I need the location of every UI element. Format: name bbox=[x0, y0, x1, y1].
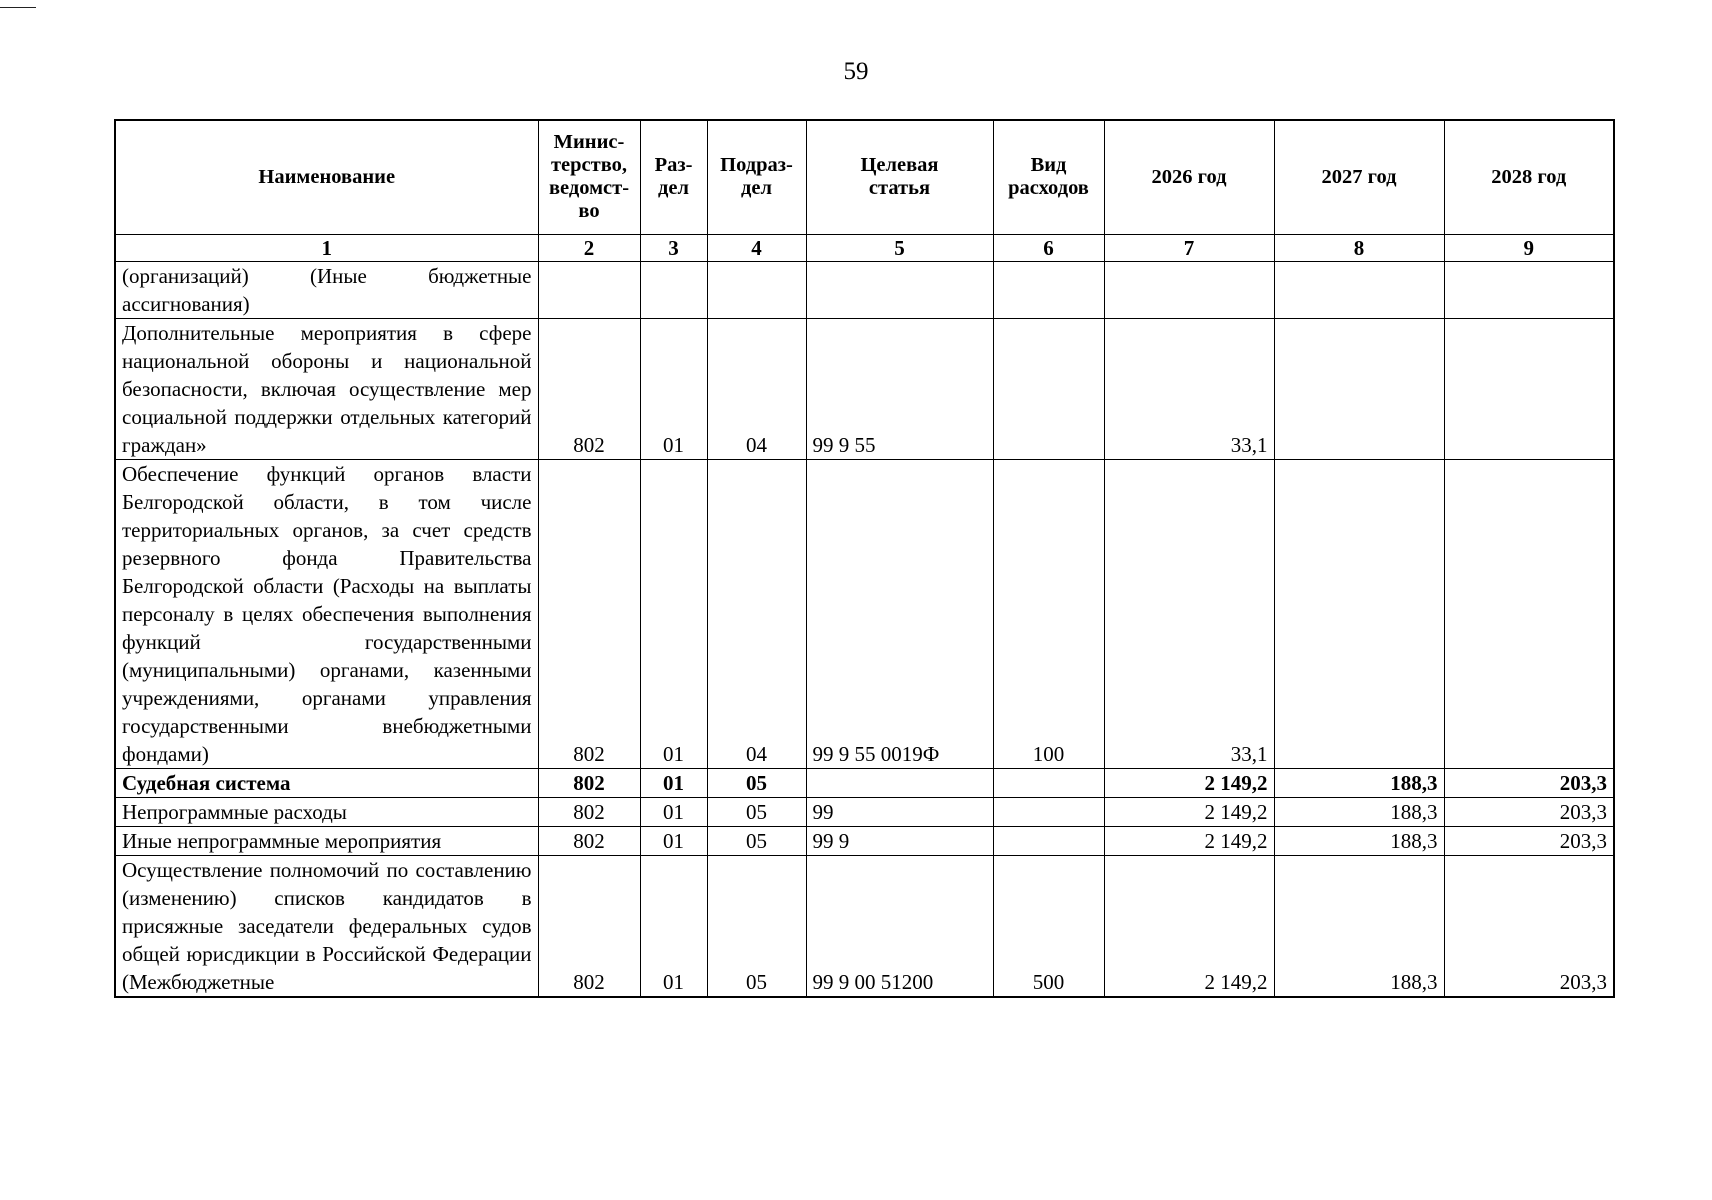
header-ministry: Минис- терство, ведомст- во bbox=[538, 120, 640, 234]
row-ministry: 802 bbox=[538, 459, 640, 768]
header-name: Наименование bbox=[115, 120, 538, 234]
row-name: Иные непрограммные мероприятия bbox=[115, 826, 538, 855]
row-expense-type: 100 bbox=[993, 459, 1104, 768]
row-expense-type bbox=[993, 797, 1104, 826]
row-2028: 203,3 bbox=[1444, 768, 1614, 797]
row-target: 99 9 bbox=[806, 826, 993, 855]
row-subsection: 04 bbox=[707, 318, 806, 459]
header-row bbox=[115, 120, 1614, 234]
column-number-row bbox=[115, 234, 1614, 261]
row-expense-type bbox=[993, 768, 1104, 797]
header-year-2026: 2026 год bbox=[1104, 120, 1274, 234]
row-name: Непрограммные расходы bbox=[115, 797, 538, 826]
row-subsection: 04 bbox=[707, 459, 806, 768]
column-number: 2 bbox=[538, 234, 640, 261]
row-2028 bbox=[1444, 459, 1614, 768]
column-number: 9 bbox=[1444, 234, 1614, 261]
table-row bbox=[115, 826, 1614, 855]
budget-table bbox=[114, 119, 1615, 998]
row-2027: 188,3 bbox=[1274, 797, 1444, 826]
row-2027 bbox=[1274, 261, 1444, 318]
header-section: Раз- дел bbox=[640, 120, 707, 234]
row-ministry: 802 bbox=[538, 826, 640, 855]
row-name: Судебная система bbox=[115, 768, 538, 797]
row-subsection: 05 bbox=[707, 797, 806, 826]
row-2027 bbox=[1274, 318, 1444, 459]
row-ministry: 802 bbox=[538, 768, 640, 797]
row-2027: 188,3 bbox=[1274, 768, 1444, 797]
row-section: 01 bbox=[640, 768, 707, 797]
row-target bbox=[806, 261, 993, 318]
row-expense-type: 500 bbox=[993, 855, 1104, 997]
column-number: 6 bbox=[993, 234, 1104, 261]
row-2027: 188,3 bbox=[1274, 826, 1444, 855]
row-expense-type bbox=[993, 826, 1104, 855]
row-section: 01 bbox=[640, 797, 707, 826]
row-section: 01 bbox=[640, 318, 707, 459]
row-section: 01 bbox=[640, 826, 707, 855]
row-target: 99 bbox=[806, 797, 993, 826]
page-number: 59 bbox=[843, 58, 869, 85]
row-2028 bbox=[1444, 261, 1614, 318]
row-subsection: 05 bbox=[707, 826, 806, 855]
row-2028: 203,3 bbox=[1444, 826, 1614, 855]
row-2026: 33,1 bbox=[1104, 459, 1274, 768]
row-section: 01 bbox=[640, 855, 707, 997]
row-2028 bbox=[1444, 318, 1614, 459]
row-ministry bbox=[538, 261, 640, 318]
header-year-2028: 2028 год bbox=[1444, 120, 1614, 234]
header-target: Целевая статья bbox=[806, 120, 993, 234]
header-subsection: Подраз- дел bbox=[707, 120, 806, 234]
header-year-2027: 2027 год bbox=[1274, 120, 1444, 234]
row-2026 bbox=[1104, 261, 1274, 318]
row-2028: 203,3 bbox=[1444, 855, 1614, 997]
row-2028: 203,3 bbox=[1444, 797, 1614, 826]
row-ministry: 802 bbox=[538, 855, 640, 997]
row-target: 99 9 00 51200 bbox=[806, 855, 993, 997]
row-2026: 2 149,2 bbox=[1104, 855, 1274, 997]
row-ministry: 802 bbox=[538, 318, 640, 459]
scan-corner-mark bbox=[0, 7, 36, 8]
row-section: 01 bbox=[640, 459, 707, 768]
row-name: (организаций) (Иные бюджетные ассигнования) bbox=[115, 261, 538, 318]
row-2026: 2 149,2 bbox=[1104, 826, 1274, 855]
table-row bbox=[115, 855, 1614, 997]
row-subsection bbox=[707, 261, 806, 318]
row-target: 99 9 55 0019Ф bbox=[806, 459, 993, 768]
column-number: 4 bbox=[707, 234, 806, 261]
row-section bbox=[640, 261, 707, 318]
row-name: Обеспечение функций органов власти Белгородской области, в том числе территориальных органов, за счет средств резервного фонда Правительства Белгородской области (Расходы на выплаты персоналу в целях обеспечения выполнения функций государственными (муниципальными) органами, казенными учреждениями, органами управления государственными внебюджетными фондами) bbox=[115, 459, 538, 768]
table-row bbox=[115, 318, 1614, 459]
row-ministry: 802 bbox=[538, 797, 640, 826]
table-row bbox=[115, 797, 1614, 826]
column-number: 1 bbox=[115, 234, 538, 261]
row-2026: 2 149,2 bbox=[1104, 797, 1274, 826]
row-subsection: 05 bbox=[707, 855, 806, 997]
column-number: 3 bbox=[640, 234, 707, 261]
column-number: 8 bbox=[1274, 234, 1444, 261]
row-subsection: 05 bbox=[707, 768, 806, 797]
row-2026: 2 149,2 bbox=[1104, 768, 1274, 797]
table-row bbox=[115, 459, 1614, 768]
table-row bbox=[115, 261, 1614, 318]
column-number: 7 bbox=[1104, 234, 1274, 261]
row-2027: 188,3 bbox=[1274, 855, 1444, 997]
column-number: 5 bbox=[806, 234, 993, 261]
row-expense-type bbox=[993, 261, 1104, 318]
row-target: 99 9 55 bbox=[806, 318, 993, 459]
row-target bbox=[806, 768, 993, 797]
row-2027 bbox=[1274, 459, 1444, 768]
row-expense-type bbox=[993, 318, 1104, 459]
row-name: Дополнительные мероприятия в сфере национальной обороны и национальной безопасности, включая осуществление мер социальной поддержки отдельных категорий граждан» bbox=[115, 318, 538, 459]
row-2026: 33,1 bbox=[1104, 318, 1274, 459]
header-expense-type: Вид расходов bbox=[993, 120, 1104, 234]
row-name: Осуществление полномочий по составлению (изменению) списков кандидатов в присяжные заседатели федеральных судов общей юрисдикции в Российской Федерации (Межбюджетные bbox=[115, 855, 538, 997]
table-row-section-total bbox=[115, 768, 1614, 797]
